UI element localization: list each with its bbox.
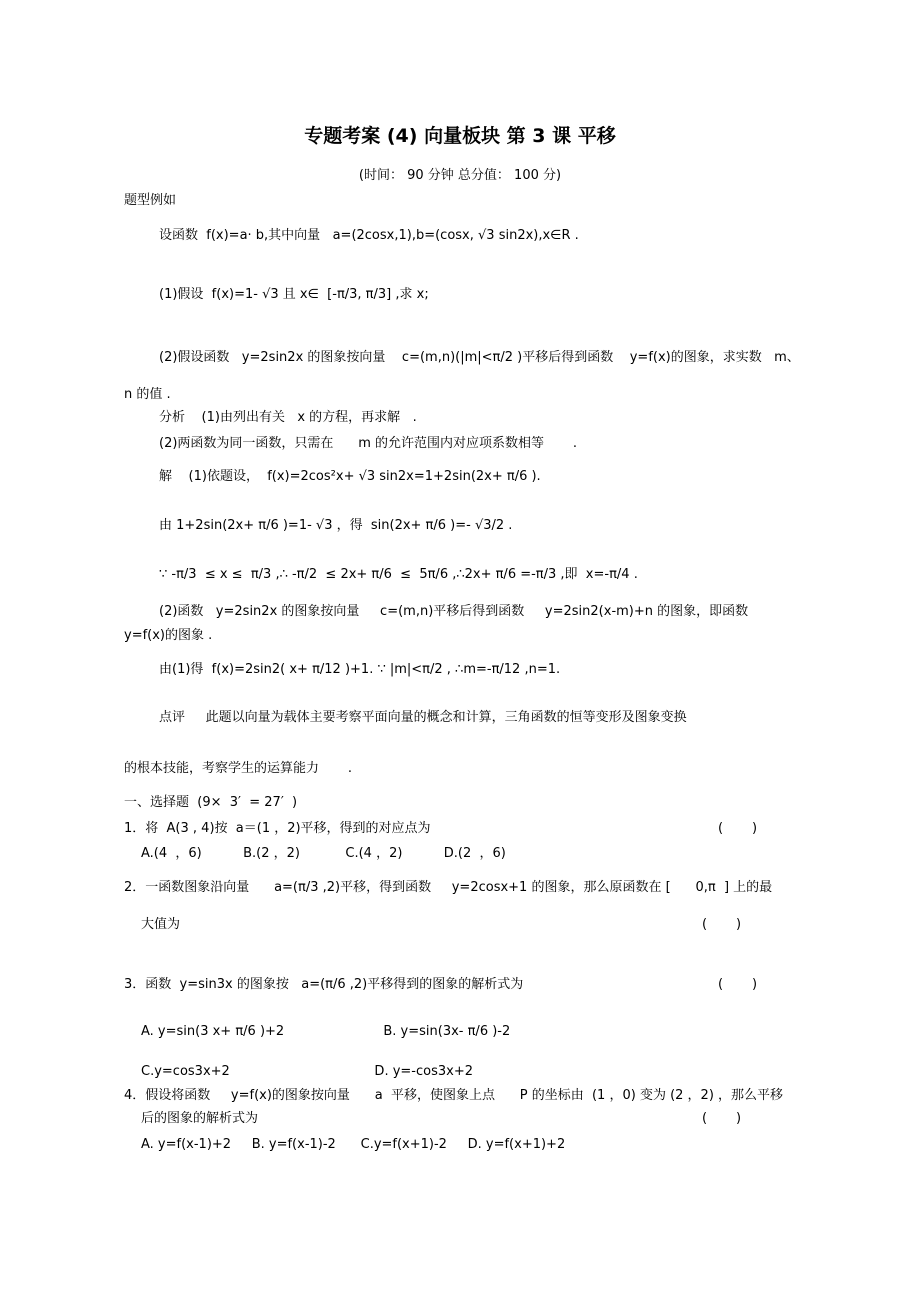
answer-blank-4: ( ) (702, 1111, 742, 1126)
question-2: 2．一函数图象沿向量 a=(π/3 ,2)平移，得到函数 y=2cosx+1 的图象，那么原函数在 [ 0,π ] 上的最 (124, 880, 773, 895)
example-part-2: (2)假设函数 y=2sin2x 的图象按向量 c=(m,n)(|m|<π/2 )平移后得到函数 y=f(x)的图象，求实数 m、 (159, 350, 800, 365)
solution-4-cont: y=f(x)的图象 . (124, 628, 213, 643)
section-heading: 题型例如 (124, 193, 177, 208)
question-2-cont: 大值为 (141, 917, 181, 932)
question-1-options: A.(4 ，6) B.(2 ，2) C.(4 ，2) D.(2 ，6) (141, 846, 506, 861)
question-3-options-cd: C.y=cos3x+2 D. y=-cos3x+2 (141, 1064, 473, 1079)
comment-2: 的根本技能，考察学生的运算能力 . (124, 761, 353, 776)
solution-4: (2)函数 y=2sin2x 的图象按向量 c=(m,n)平移后得到函数 y=2sin2(x-m)+n 的图象，即函数 (159, 604, 749, 619)
page-title: 专题考案 (4) 向量板块 第 3 课 平移 (304, 125, 616, 147)
solution-2: 由 1+2sin(2x+ π/6 )=1- √3 ，得 sin(2x+ π/6 )=- √3/2 . (159, 518, 513, 533)
answer-blank-3: ( ) (718, 977, 758, 992)
analysis-2: (2)两函数为同一函数，只需在 m 的允许范围内对应项系数相等 . (159, 436, 578, 451)
question-3: 3．函数 y=sin3x 的图象按 a=(π/6 ,2)平移得到的图象的解析式为 (124, 977, 524, 992)
comment-1: 点评 此题以向量为载体主要考察平面向量的概念和计算，三角函数的恒等变形及图象变换 (159, 710, 687, 725)
question-4: 4．假设将函数 y=f(x)的图象按向量 a 平移，使图象上点 P 的坐标由 (1 ，0) 变为 (2 ，2) ，那么平移 (124, 1088, 784, 1103)
page-subtitle: (时间： 90 分钟 总分值： 100 分) (358, 168, 562, 183)
example-statement: 设函数 f(x)=a· b,其中向量 a=(2cosx,1),b=(cosx, √3 sin2x),x∈R . (159, 228, 579, 243)
question-3-options-ab: A. y=sin(3 x+ π/6 )+2 B. y=sin(3x- π/6 )-2 (141, 1024, 511, 1039)
analysis-1: 分析 (1)由列出有关 x 的方程，再求解 . (159, 410, 417, 425)
answer-blank-1: ( ) (718, 821, 758, 836)
example-part-2-cont: n 的值 . (124, 387, 171, 402)
question-4-cont: 后的图象的解析式为 (141, 1111, 259, 1126)
solution-5: 由(1)得 f(x)=2sin2( x+ π/12 )+1. ∵ |m|<π/2 , ∴m=-π/12 ,n=1. (159, 662, 561, 677)
question-1: 1．将 A(3 , 4)按 a＝(1 ，2)平移，得到的对应点为 (124, 821, 431, 836)
answer-blank-2: ( ) (702, 917, 742, 932)
solution-3: ∵ -π/3 ≤ x ≤ π/3 ,∴ -π/2 ≤ 2x+ π/6 ≤ 5π/6 ,∴2x+ π/6 =-π/3 ,即 x=-π/4 . (159, 567, 638, 582)
choice-section-heading: 一、选择题 (9× 3′ = 27′ ) (124, 795, 298, 810)
solution-1: 解 (1)依题设， f(x)=2cos²x+ √3 sin2x=1+2sin(2x+ π/6 ). (159, 469, 541, 484)
question-4-options: A. y=f(x-1)+2 B. y=f(x-1)-2 C.y=f(x+1)-2 D. y=f(x+1)+2 (141, 1137, 566, 1152)
example-part-1: (1)假设 f(x)=1- √3 且 x∈ [-π/3, π/3] ,求 x; (159, 287, 429, 302)
